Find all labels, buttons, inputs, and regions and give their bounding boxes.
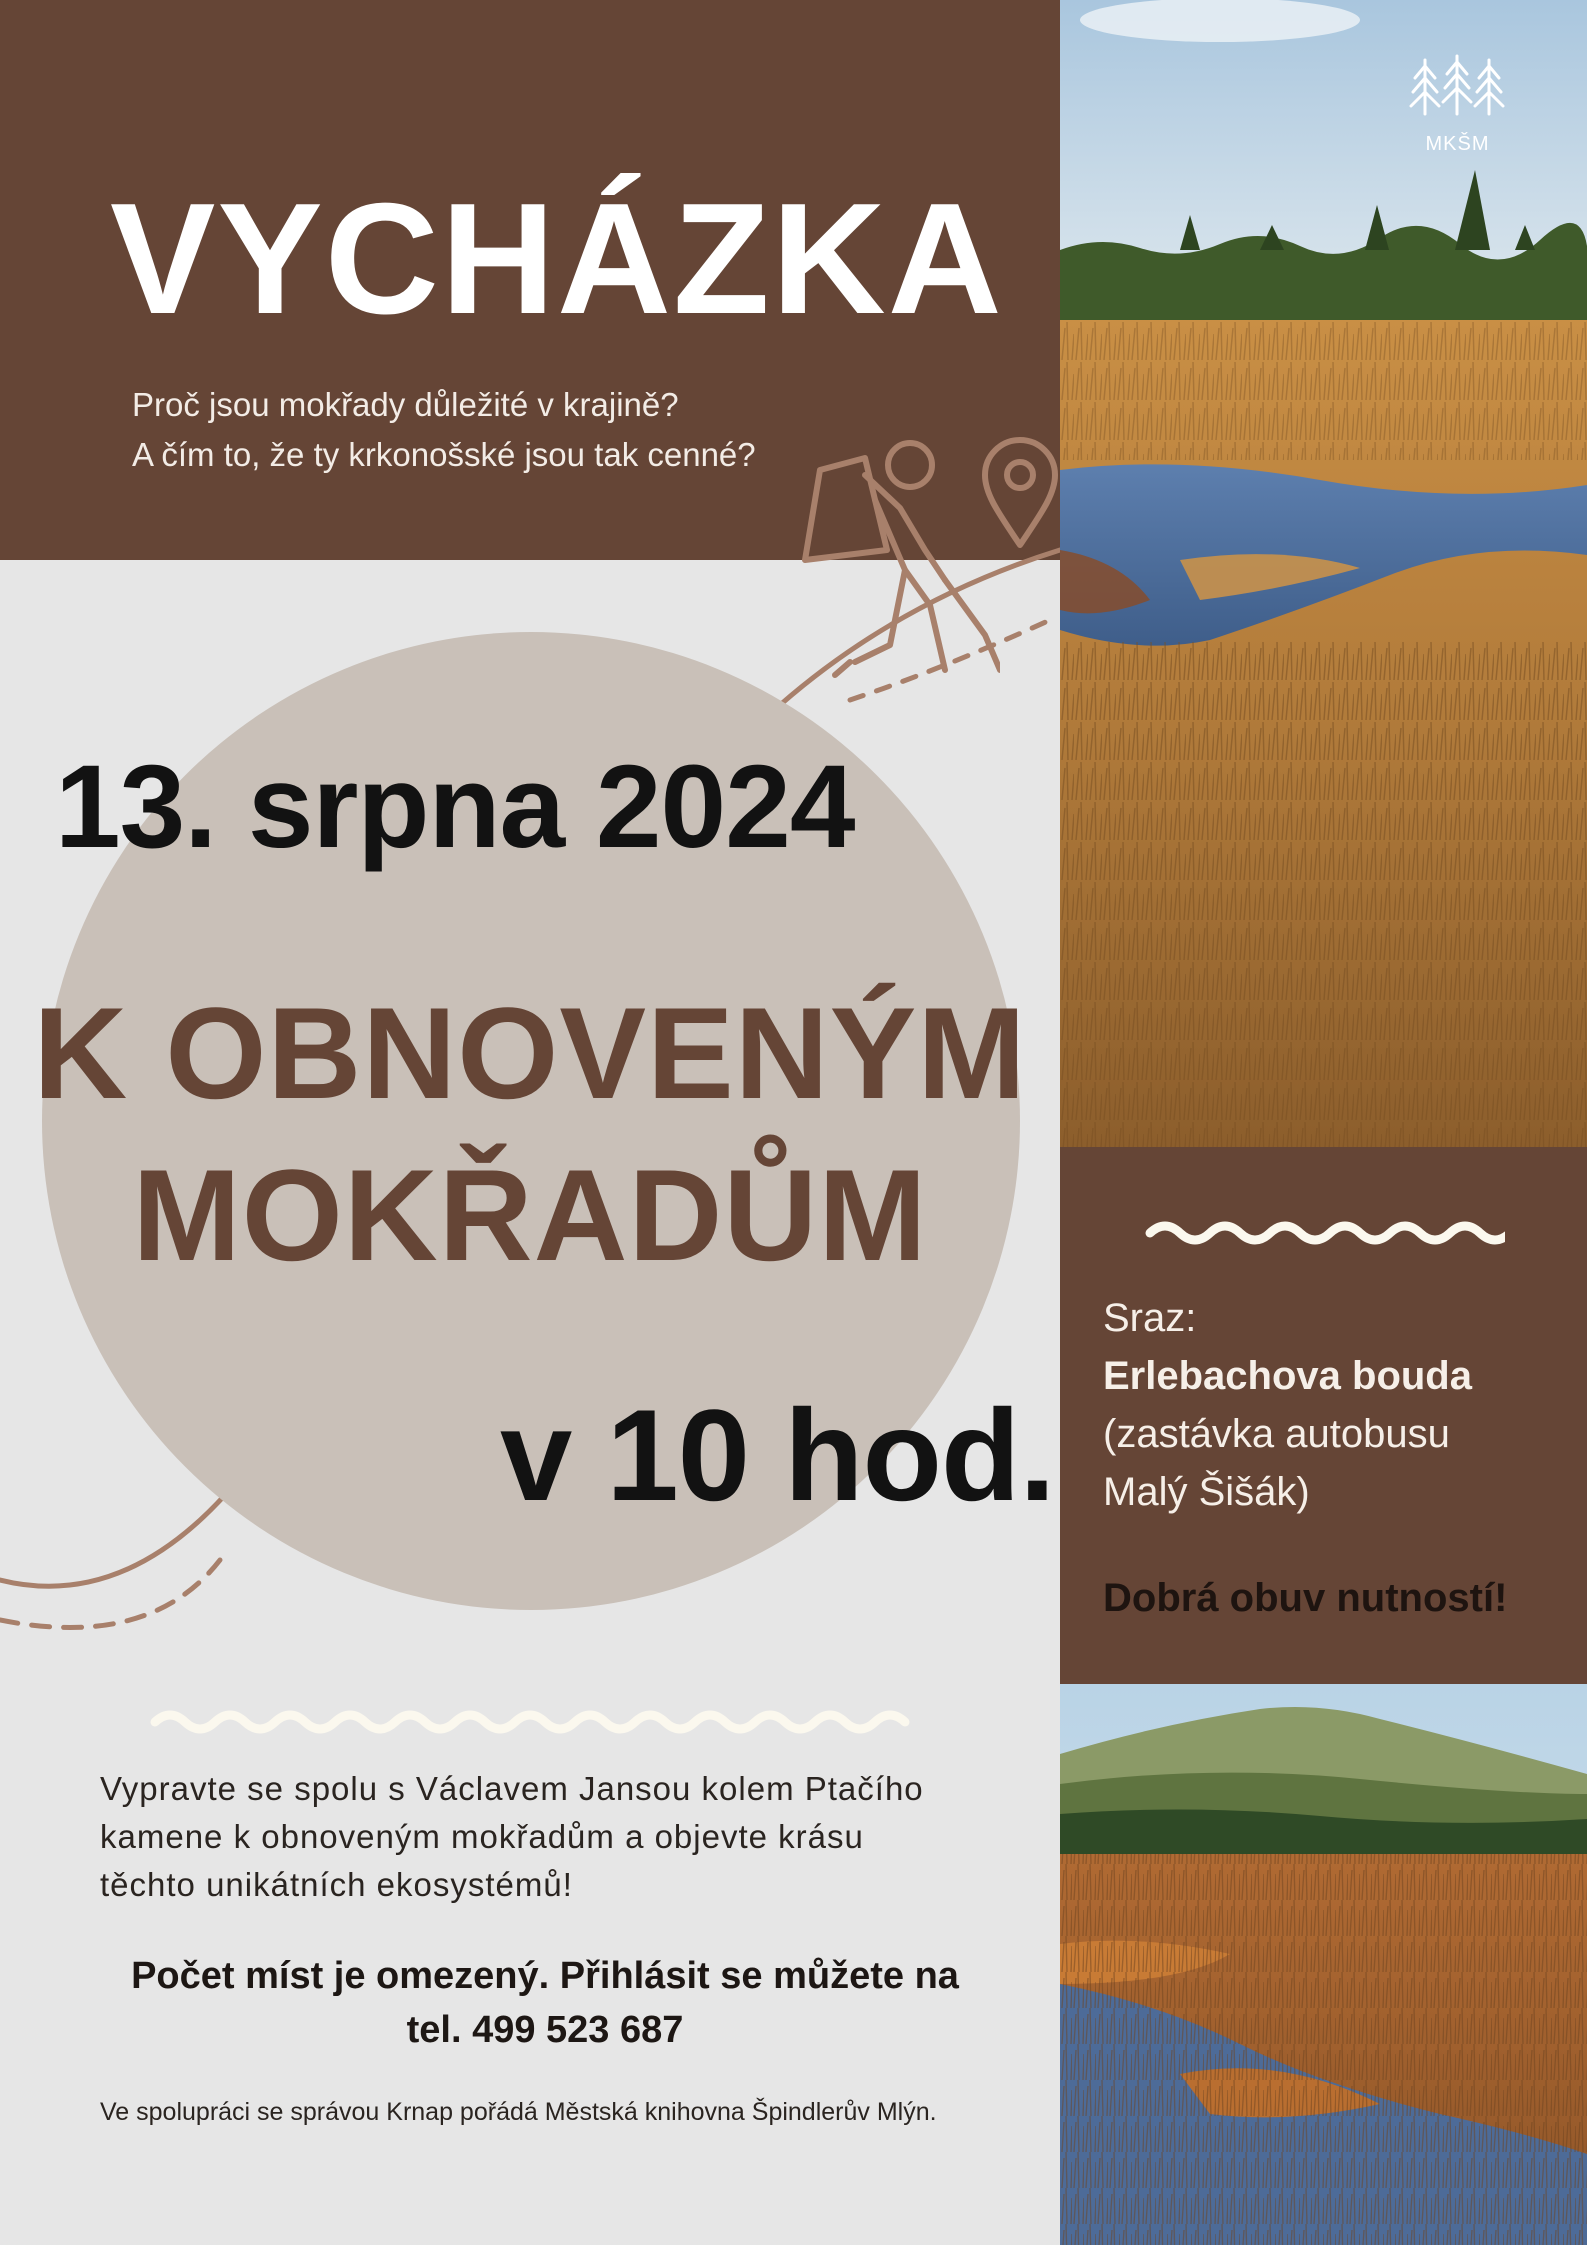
logo-text: MKŠM — [1425, 133, 1490, 155]
location-pin-icon — [980, 435, 1060, 555]
cooperation-note: Ve spolupráci se správou Krnap pořádá Městská knihovna Špindlerův Mlýn. — [100, 2098, 937, 2126]
description-line-3: těchto unikátních ekosystémů! — [100, 1865, 573, 1903]
description-line-1: Vypravte se spolu s Václavem Jansou kolem Ptačího — [100, 1770, 924, 1807]
event-description — [100, 1765, 1020, 1909]
wave-divider-icon — [1145, 1218, 1505, 1248]
event-date: 13. srpna 2024 — [55, 741, 855, 873]
trees-logo-icon — [1405, 52, 1510, 122]
headline-line-2: MOKŘADŮM — [132, 1142, 928, 1288]
notice-phone: tel. 499 523 687 — [406, 2008, 684, 2051]
meeting-place-note-1: (zastávka autobusu — [1103, 1412, 1450, 1456]
mountain-wetland-photo — [1060, 1684, 1587, 2245]
description-line-2: kamene k obnoveným mokřadům a objevte krásu — [100, 1817, 864, 1855]
shoes-note: Dobrá obuv nutností! — [1103, 1576, 1508, 1620]
meeting-label: Sraz: — [1103, 1296, 1197, 1340]
poster-title: VYCHÁZKA — [110, 171, 1004, 347]
intro-line-2: A čím to, že ty krkonošské jsou tak cenné? — [132, 436, 756, 473]
meeting-place-note-2: Malý Šišák) — [1103, 1470, 1310, 1514]
headline-line-1: K OBNOVENÝM — [33, 980, 1027, 1126]
wave-divider-icon — [150, 1707, 910, 1737]
meeting-place: Erlebachova bouda — [1103, 1354, 1472, 1398]
event-time: v 10 hod. — [500, 1382, 1055, 1528]
intro-line-1: Proč jsou mokřady důležité v krajině? — [132, 386, 679, 423]
wetland-photo — [1060, 0, 1587, 1147]
notice-line-1: Počet míst je omezený. Přihlásit se můžete na — [131, 1955, 959, 1997]
hiker-icon — [795, 430, 1000, 690]
registration-notice — [60, 1950, 1030, 2058]
